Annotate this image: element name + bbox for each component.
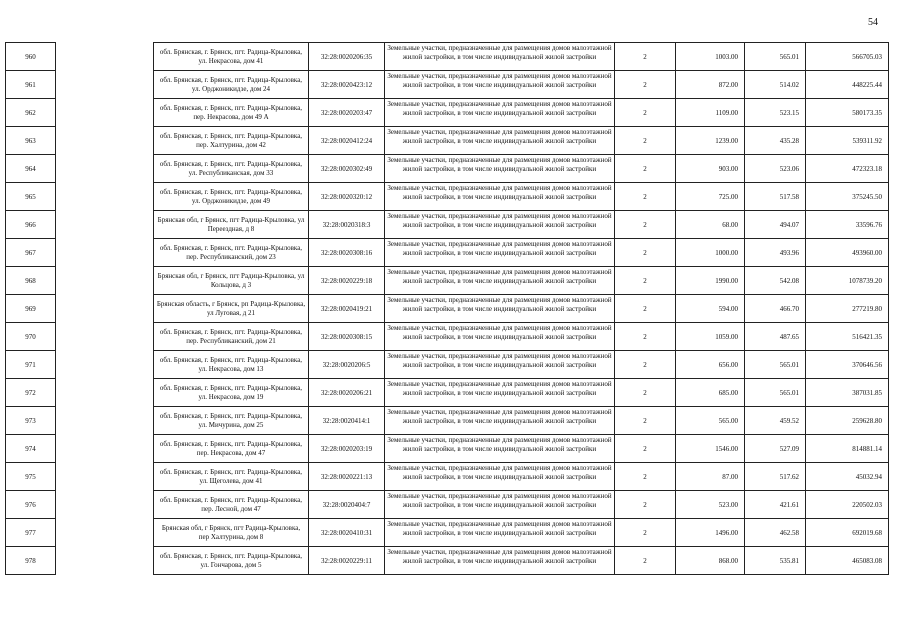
row-address: обл. Брянская, г. Брянск, пгт. Радица-Крыловка, ул. Некрасова, дом 41	[154, 43, 309, 71]
row-spacer	[56, 463, 154, 491]
row-address: обл. Брянская, г. Брянск, пгт. Радица-Крыловка, ул. Мичурина, дом 25	[154, 407, 309, 435]
row-land-use: Земельные участки, предназначенные для размещения домов малоэтажной жилой застройки, в том числе индивидуальной жилой застройки	[385, 155, 615, 183]
row-rate: 487.65	[745, 323, 806, 351]
row-address: обл. Брянская, г. Брянск, пгт. Радица-Крыловка, пер. Халтурина, дом 42	[154, 127, 309, 155]
row-rate: 421.61	[745, 491, 806, 519]
row-area: 656.00	[676, 351, 745, 379]
row-group: 2	[615, 463, 676, 491]
row-rate: 462.58	[745, 519, 806, 547]
row-cadastral-number: 32:28:0020412:24	[309, 127, 385, 155]
row-spacer	[56, 547, 154, 575]
row-land-use: Земельные участки, предназначенные для размещения домов малоэтажной жилой застройки, в том числе индивидуальной жилой застройки	[385, 379, 615, 407]
row-cadastral-number: 32:28:0020308:15	[309, 323, 385, 351]
row-group: 2	[615, 435, 676, 463]
table-row	[6, 547, 889, 575]
row-spacer	[56, 435, 154, 463]
row-cadastral-number: 32:28:0020302:49	[309, 155, 385, 183]
row-spacer	[56, 211, 154, 239]
row-address: обл. Брянская, г. Брянск, пгт. Радица-Крыловка, пер. Республиканский, дом 23	[154, 239, 309, 267]
row-number: 977	[6, 519, 56, 547]
row-cadastral-value: 220502.03	[806, 491, 889, 519]
row-group: 2	[615, 379, 676, 407]
row-group: 2	[615, 71, 676, 99]
row-rate: 523.06	[745, 155, 806, 183]
row-cadastral-number: 32:28:0020203:19	[309, 435, 385, 463]
row-land-use: Земельные участки, предназначенные для размещения домов малоэтажной жилой застройки, в том числе индивидуальной жилой застройки	[385, 43, 615, 71]
row-number: 976	[6, 491, 56, 519]
row-cadastral-number: 32:28:0020404:7	[309, 491, 385, 519]
row-group: 2	[615, 323, 676, 351]
row-cadastral-value: 33596.76	[806, 211, 889, 239]
row-number: 968	[6, 267, 56, 295]
row-cadastral-value: 566705.03	[806, 43, 889, 71]
row-spacer	[56, 267, 154, 295]
row-rate: 542.08	[745, 267, 806, 295]
row-cadastral-value: 448225.44	[806, 71, 889, 99]
row-rate: 494.07	[745, 211, 806, 239]
row-address: обл. Брянская, г. Брянск, пгт. Радица-Крыловка, ул. Некрасова, дом 13	[154, 351, 309, 379]
row-land-use: Земельные участки, предназначенные для размещения домов малоэтажной жилой застройки, в том числе индивидуальной жилой застройки	[385, 183, 615, 211]
row-area: 87.00	[676, 463, 745, 491]
row-cadastral-value: 375245.50	[806, 183, 889, 211]
row-number: 965	[6, 183, 56, 211]
row-land-use: Земельные участки, предназначенные для размещения домов малоэтажной жилой застройки, в том числе индивидуальной жилой застройки	[385, 267, 615, 295]
row-land-use: Земельные участки, предназначенные для размещения домов малоэтажной жилой застройки, в том числе индивидуальной жилой застройки	[385, 519, 615, 547]
page-number: 54	[868, 17, 878, 28]
row-address: Брянская обл, г Брянск, пгт Радица-Крыловка, пер Халтурина, дом 8	[154, 519, 309, 547]
row-cadastral-value: 493960.00	[806, 239, 889, 267]
row-cadastral-value: 516421.35	[806, 323, 889, 351]
row-group: 2	[615, 267, 676, 295]
table-row	[6, 407, 889, 435]
row-number: 975	[6, 463, 56, 491]
row-spacer	[56, 379, 154, 407]
row-rate: 535.81	[745, 547, 806, 575]
row-land-use: Земельные участки, предназначенные для размещения домов малоэтажной жилой застройки, в том числе индивидуальной жилой застройки	[385, 491, 615, 519]
row-area: 1109.00	[676, 99, 745, 127]
table-body	[6, 43, 889, 575]
table-row	[6, 379, 889, 407]
land-parcels-table	[5, 42, 889, 575]
row-group: 2	[615, 547, 676, 575]
row-cadastral-number: 32:28:0020221:13	[309, 463, 385, 491]
row-land-use: Земельные участки, предназначенные для размещения домов малоэтажной жилой застройки, в том числе индивидуальной жилой застройки	[385, 463, 615, 491]
row-rate: 565.01	[745, 351, 806, 379]
row-cadastral-number: 32:28:0020320:12	[309, 183, 385, 211]
row-cadastral-value: 692019.68	[806, 519, 889, 547]
row-land-use: Земельные участки, предназначенные для размещения домов малоэтажной жилой застройки, в том числе индивидуальной жилой застройки	[385, 239, 615, 267]
row-cadastral-number: 32:28:0020419:21	[309, 295, 385, 323]
row-cadastral-number: 32:28:0020229:18	[309, 267, 385, 295]
row-spacer	[56, 43, 154, 71]
row-rate: 565.01	[745, 43, 806, 71]
row-cadastral-value: 580173.35	[806, 99, 889, 127]
row-area: 565.00	[676, 407, 745, 435]
row-address: обл. Брянская, г. Брянск, пгт. Радица-Крыловка, пер. Лесной, дом 47	[154, 491, 309, 519]
row-spacer	[56, 323, 154, 351]
row-cadastral-number: 32:28:0020414:1	[309, 407, 385, 435]
row-cadastral-number: 32:28:0020308:16	[309, 239, 385, 267]
row-spacer	[56, 295, 154, 323]
row-land-use: Земельные участки, предназначенные для размещения домов малоэтажной жилой застройки, в том числе индивидуальной жилой застройки	[385, 295, 615, 323]
row-area: 594.00	[676, 295, 745, 323]
row-area: 1496.00	[676, 519, 745, 547]
row-land-use: Земельные участки, предназначенные для размещения домов малоэтажной жилой застройки, в том числе индивидуальной жилой застройки	[385, 211, 615, 239]
row-land-use: Земельные участки, предназначенные для размещения домов малоэтажной жилой застройки, в том числе индивидуальной жилой застройки	[385, 351, 615, 379]
table-row	[6, 43, 889, 71]
row-land-use: Земельные участки, предназначенные для размещения домов малоэтажной жилой застройки, в том числе индивидуальной жилой застройки	[385, 127, 615, 155]
row-address: Брянская область, г Брянск, рп Радица-Крыловка, ул Луговая, д 21	[154, 295, 309, 323]
row-area: 1000.00	[676, 239, 745, 267]
row-area: 1003.00	[676, 43, 745, 71]
table-row	[6, 323, 889, 351]
row-cadastral-value: 1078739.20	[806, 267, 889, 295]
row-rate: 527.09	[745, 435, 806, 463]
row-rate: 435.28	[745, 127, 806, 155]
row-rate: 517.58	[745, 183, 806, 211]
row-address: обл. Брянская, г. Брянск, пгт. Радица-Крыловка, пер. Некрасова, дом 49 А	[154, 99, 309, 127]
row-group: 2	[615, 155, 676, 183]
row-land-use: Земельные участки, предназначенные для размещения домов малоэтажной жилой застройки, в том числе индивидуальной жилой застройки	[385, 547, 615, 575]
row-address: обл. Брянская, г. Брянск, пгт. Радица-Крыловка, ул. Щеголева, дом 41	[154, 463, 309, 491]
table-row	[6, 351, 889, 379]
table-row	[6, 435, 889, 463]
row-group: 2	[615, 211, 676, 239]
row-number: 970	[6, 323, 56, 351]
row-number: 969	[6, 295, 56, 323]
row-group: 2	[615, 491, 676, 519]
table-row	[6, 491, 889, 519]
row-address: обл. Брянская, г. Брянск, пгт. Радица-Крыловка, ул. Республиканская, дом 33	[154, 155, 309, 183]
row-number: 966	[6, 211, 56, 239]
row-spacer	[56, 407, 154, 435]
table-row	[6, 99, 889, 127]
table-row	[6, 155, 889, 183]
row-group: 2	[615, 239, 676, 267]
table-row	[6, 463, 889, 491]
row-number: 967	[6, 239, 56, 267]
row-cadastral-value: 465083.08	[806, 547, 889, 575]
row-group: 2	[615, 127, 676, 155]
table-row	[6, 71, 889, 99]
row-spacer	[56, 491, 154, 519]
row-cadastral-number: 32:28:0020206:35	[309, 43, 385, 71]
row-spacer	[56, 183, 154, 211]
row-spacer	[56, 99, 154, 127]
row-address: обл. Брянская, г. Брянск, пгт. Радица-Крыловка, пер. Республиканский, дом 21	[154, 323, 309, 351]
row-number: 974	[6, 435, 56, 463]
row-land-use: Земельные участки, предназначенные для размещения домов малоэтажной жилой застройки, в том числе индивидуальной жилой застройки	[385, 407, 615, 435]
row-cadastral-number: 32:28:0020423:12	[309, 71, 385, 99]
row-area: 1546.00	[676, 435, 745, 463]
row-rate: 466.70	[745, 295, 806, 323]
row-spacer	[56, 71, 154, 99]
row-group: 2	[615, 43, 676, 71]
table-row	[6, 519, 889, 547]
row-address: обл. Брянская, г. Брянск, пгт. Радица-Крыловка, ул. Орджоникидзе, дом 24	[154, 71, 309, 99]
row-spacer	[56, 155, 154, 183]
table-row	[6, 239, 889, 267]
row-number: 973	[6, 407, 56, 435]
row-spacer	[56, 351, 154, 379]
row-spacer	[56, 239, 154, 267]
row-rate: 523.15	[745, 99, 806, 127]
row-address: Брянская обл, г Брянск, пгт Радица-Крыловка, ул Кольцова, д 3	[154, 267, 309, 295]
row-land-use: Земельные участки, предназначенные для размещения домов малоэтажной жилой застройки, в том числе индивидуальной жилой застройки	[385, 99, 615, 127]
row-area: 903.00	[676, 155, 745, 183]
row-area: 68.00	[676, 211, 745, 239]
row-cadastral-value: 814881.14	[806, 435, 889, 463]
row-cadastral-value: 472323.18	[806, 155, 889, 183]
row-area: 725.00	[676, 183, 745, 211]
row-number: 962	[6, 99, 56, 127]
row-number: 961	[6, 71, 56, 99]
row-number: 963	[6, 127, 56, 155]
row-group: 2	[615, 407, 676, 435]
row-address: Брянская обл, г Брянск, пгт Радица-Крыловка, ул Переездная, д 8	[154, 211, 309, 239]
row-rate: 517.62	[745, 463, 806, 491]
row-rate: 565.01	[745, 379, 806, 407]
row-group: 2	[615, 183, 676, 211]
row-area: 1990.00	[676, 267, 745, 295]
row-cadastral-value: 387031.85	[806, 379, 889, 407]
row-group: 2	[615, 351, 676, 379]
row-rate: 459.52	[745, 407, 806, 435]
row-cadastral-value: 539311.92	[806, 127, 889, 155]
row-land-use: Земельные участки, предназначенные для размещения домов малоэтажной жилой застройки, в том числе индивидуальной жилой застройки	[385, 435, 615, 463]
row-address: обл. Брянская, г. Брянск, пгт. Радица-Крыловка, ул. Некрасова, дом 19	[154, 379, 309, 407]
row-address: обл. Брянская, г. Брянск, пгт. Радица-Крыловка, ул. Орджоникидзе, дом 49	[154, 183, 309, 211]
row-group: 2	[615, 519, 676, 547]
row-cadastral-value: 259628.80	[806, 407, 889, 435]
row-cadastral-value: 277219.80	[806, 295, 889, 323]
row-cadastral-number: 32:28:0020203:47	[309, 99, 385, 127]
row-cadastral-number: 32:28:0020410:31	[309, 519, 385, 547]
row-area: 523.00	[676, 491, 745, 519]
row-number: 964	[6, 155, 56, 183]
row-area: 1239.00	[676, 127, 745, 155]
row-cadastral-number: 32:28:0020206:21	[309, 379, 385, 407]
table-row	[6, 267, 889, 295]
row-cadastral-value: 370646.56	[806, 351, 889, 379]
row-rate: 493.96	[745, 239, 806, 267]
row-cadastral-number: 32:28:0020206:5	[309, 351, 385, 379]
row-address: обл. Брянская, г. Брянск, пгт. Радица-Крыловка, ул. Гончарова, дом 5	[154, 547, 309, 575]
table-row	[6, 295, 889, 323]
table-row	[6, 127, 889, 155]
row-area: 868.00	[676, 547, 745, 575]
row-number: 978	[6, 547, 56, 575]
row-land-use: Земельные участки, предназначенные для размещения домов малоэтажной жилой застройки, в том числе индивидуальной жилой застройки	[385, 323, 615, 351]
row-number: 960	[6, 43, 56, 71]
row-spacer	[56, 519, 154, 547]
row-group: 2	[615, 295, 676, 323]
row-number: 971	[6, 351, 56, 379]
row-spacer	[56, 127, 154, 155]
row-area: 685.00	[676, 379, 745, 407]
row-cadastral-value: 45032.94	[806, 463, 889, 491]
row-group: 2	[615, 99, 676, 127]
table-row	[6, 183, 889, 211]
row-cadastral-number: 32:28:0020318:3	[309, 211, 385, 239]
row-rate: 514.02	[745, 71, 806, 99]
row-area: 872.00	[676, 71, 745, 99]
table-row	[6, 211, 889, 239]
row-cadastral-number: 32:28:0020229:11	[309, 547, 385, 575]
row-number: 972	[6, 379, 56, 407]
row-area: 1059.00	[676, 323, 745, 351]
row-land-use: Земельные участки, предназначенные для размещения домов малоэтажной жилой застройки, в том числе индивидуальной жилой застройки	[385, 71, 615, 99]
row-address: обл. Брянская, г. Брянск, пгт. Радица-Крыловка, пер. Некрасова, дом 47	[154, 435, 309, 463]
